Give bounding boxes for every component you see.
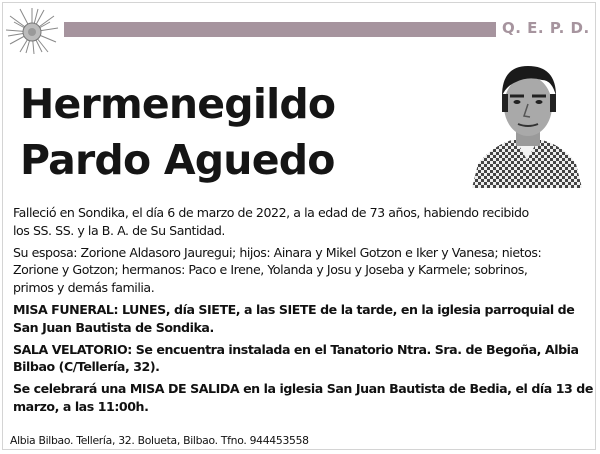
portrait-photo: [472, 56, 582, 188]
name-line-2: Pardo Aguedo: [20, 136, 335, 184]
header-bar: [64, 22, 496, 37]
name-line-1: Hermenegildo: [20, 80, 336, 128]
wake-room: SALA VELATORIO: Se encuentra instalada en el Tanatorio Ntra. Sra. de Begoña, Albia Bilbao (C/Tellería, 32).: [13, 341, 579, 375]
funeral-home-footer: Albia Bilbao. Tellería, 32. Bolueta, Bilbao. Tfno. 944453558: [10, 434, 309, 447]
deceased-name: [20, 76, 335, 188]
departure-mass: Se celebrará una MISA DE SALIDA en la iglesia San Juan Bautista de Bedia, el día 13 de marzo, a las 11:00h.: [13, 381, 593, 414]
family-list: Su esposa: Zorione Aldasoro Jauregui; hijos: Ainara y Mikel Gotzon e Iker y Vanesa; nietos: Zorione y Gotzon; hermanos: Paco e Irene, Yolanda y Josu y Joseba y Karmele; sobrinos, primos y demás familia.: [13, 244, 542, 295]
notice-body: [13, 204, 593, 420]
qepd-label: Q. E. P. D.: [502, 19, 590, 37]
death-details: Falleció en Sondika, el día 6 de marzo de 2022, a la edad de 73 años, habiendo recibido los SS. SS. y la B. A. de Su Santidad.: [13, 205, 529, 238]
funeral-mass: MISA FUNERAL: LUNES, día SIETE, a las SIETE de la tarde, en la iglesia parroquial de San Juan Bautista de Sondika.: [13, 301, 575, 335]
thistle-flower-icon: [4, 6, 60, 56]
